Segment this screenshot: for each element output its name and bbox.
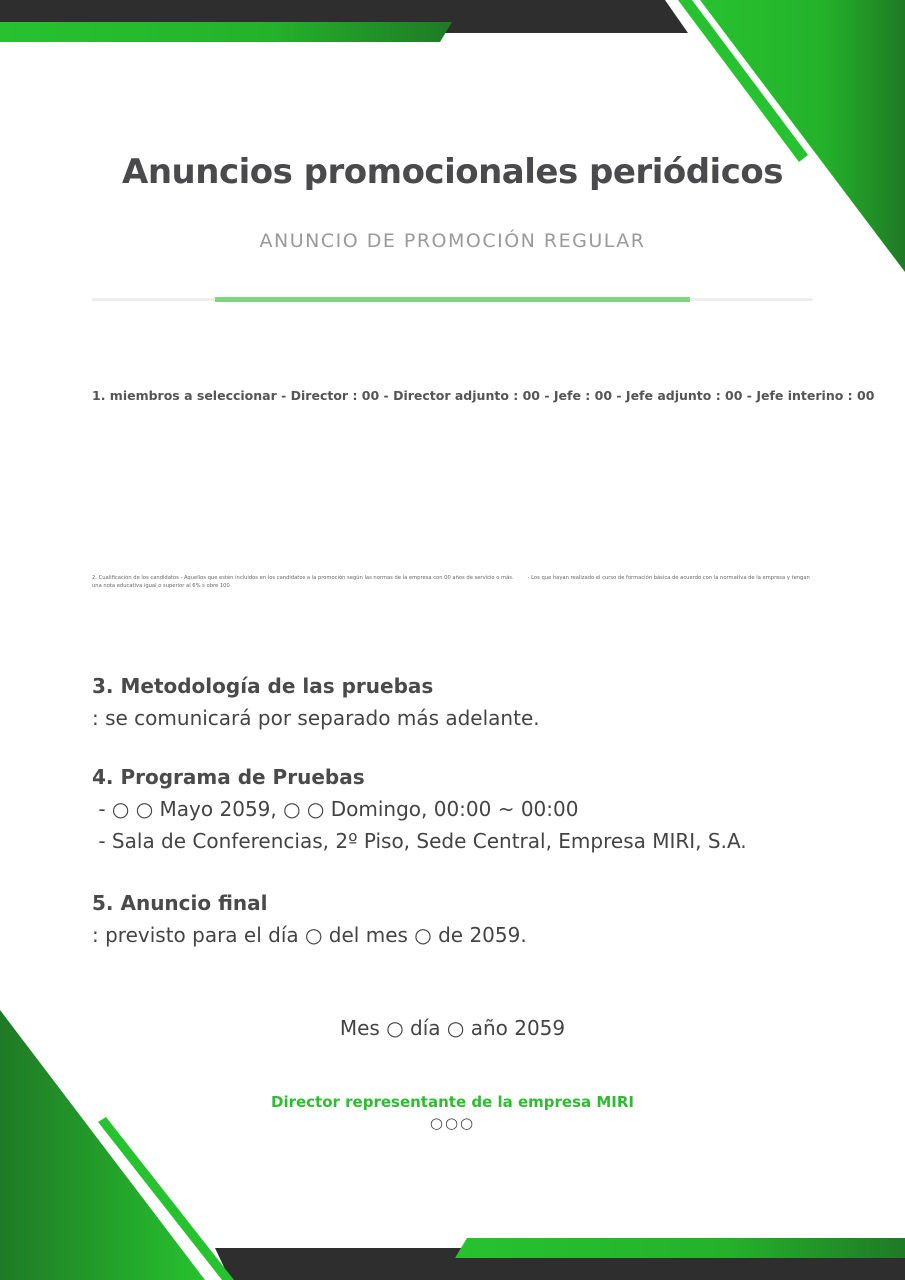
section-1-members: 1. miembros a seleccionar - Director : 00 - Director adjunto : 00 - Jefe : 00 - Jefe adjunto : 00 - Jefe interino : 00 <box>92 388 875 403</box>
page-title: Anuncios promocionales periódicos <box>122 152 783 192</box>
page-subtitle: ANUNCIO DE PROMOCIÓN REGULAR <box>259 230 646 252</box>
section-4-schedule: - ○ ○ Mayo 2059, ○ ○ Domingo, 00:00 ~ 00:00 <box>92 797 579 821</box>
bottom-green-triangle <box>0 1010 205 1280</box>
section-2-text-b: - Los que hayan realizado el curso de formación básica de acuerdo con la normativa de la empresa y tengan una nota educativa igual o superior al 6% s obre 100 <box>92 575 810 589</box>
signatory-title: Director representante de la empresa MIRI <box>271 1093 634 1111</box>
section-2-qualifications <box>92 574 814 590</box>
section-2-text-a: 2. Cualificación de los candidatos - Aquellos que estén incluidos en los candidatos a la promoción según las normas de la empresa con 00 años de servicio o más. <box>92 575 514 581</box>
section-3-body: : se comunicará por separado más adelante. <box>92 706 540 730</box>
section-4-location: - Sala de Conferencias, 2º Piso, Sede Central, Empresa MIRI, S.A. <box>92 829 747 853</box>
section-3 <box>92 674 852 734</box>
issue-date: Mes ○ día ○ año 2059 <box>339 1016 566 1040</box>
section-5-heading: 5. Anuncio final <box>92 891 268 915</box>
section-4 <box>92 765 852 857</box>
section-3-heading: 3. Metodología de las pruebas <box>92 674 434 698</box>
section-5-body: : previsto para el día ○ del mes ○ de 2059. <box>92 923 527 947</box>
section-5 <box>92 891 852 951</box>
divider-accent <box>215 297 690 302</box>
section-4-heading: 4. Programa de Pruebas <box>92 765 365 789</box>
top-green-bar <box>0 22 452 42</box>
bottom-green-bar <box>455 1238 905 1258</box>
signatory-name: ○○○ <box>429 1114 476 1132</box>
